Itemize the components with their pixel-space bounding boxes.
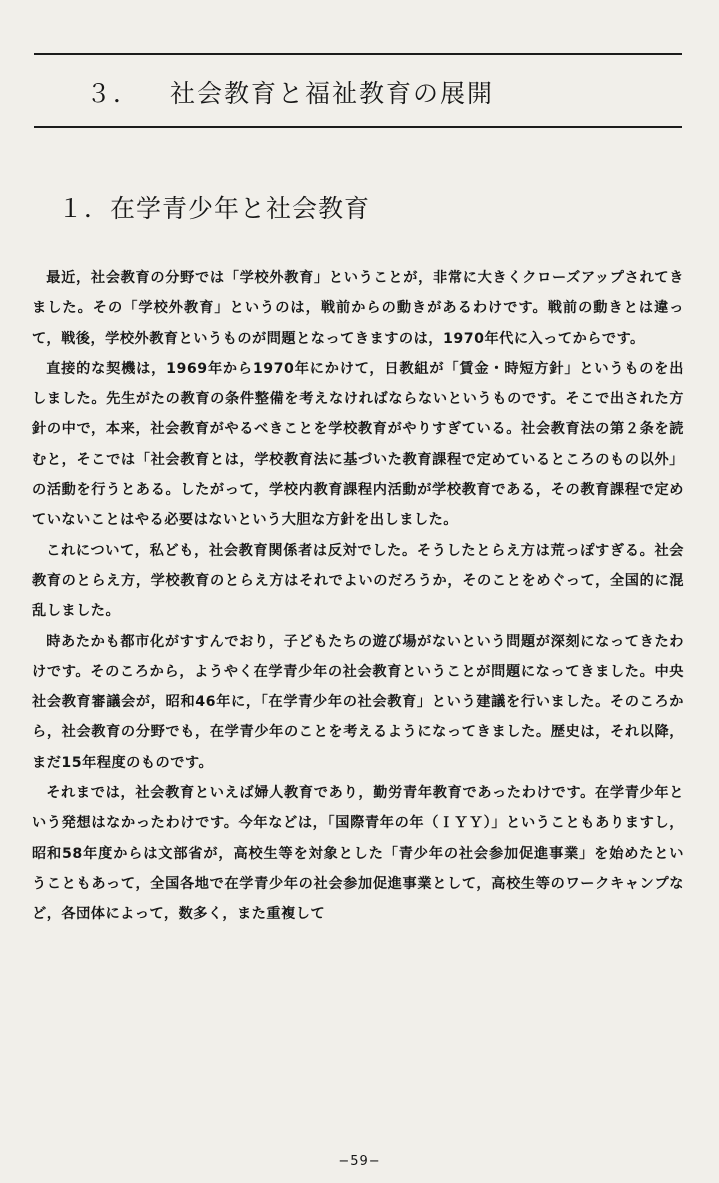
paragraph: 時あたかも都市化がすすんでおり，子どもたちの遊び場がないという問題が深刻になってきたわけです。そのころから，ようやく在学青少年の社会教育ということが問題になってきました。中央社会教育審議会が，昭和46年に，「在学青少年の社会教育」という建議を行いました。そのころから，社会教育の分野でも，在学青少年のことを考えるようになってきました。歴史は，それ以降，まだ15年程度のものです。	[32, 633, 684, 771]
paragraph: これについて，私ども，社会教育関係者は反対でした。そうしたとらえ方は荒っぽすぎる。社会教育のとらえ方，学校教育のとらえ方はそれでよいのだろうか，そのことをめぐって，全国的に混乱しました。	[32, 542, 684, 620]
section-number: ３．	[86, 79, 141, 108]
page-number: −59−	[338, 1154, 381, 1169]
body-text	[32, 263, 684, 930]
bottom-rule	[34, 126, 682, 128]
paragraph: 最近，社会教育の分野では「学校外教育」ということが，非常に大きくクローズアップされてきました。その「学校外教育」というのは，戦前からの動きがあるわけです。戦前の動きとは違って，戦後，学校外教育というものが問題となってきますのは，1970年代に入ってからです。	[32, 270, 684, 347]
top-rule	[34, 53, 682, 55]
paragraph: 直接的な契機は，1969年から1970年にかけて，日教組が「賃金・時短方針」というものを出しました。先生がたの教育の条件整備を考えなければならないというものです。そこで出された方針の中で，本来，社会教育がやるべきことを学校教育がやりすぎている。社会教育法の第２条を読むと，そこでは「社会教育とは，学校教育法に基づいた教育課程で定めているところのもの以外」の活動を行うとある。したがって，学校内教育課程内活動が学校教育である，その教育課程で定めていないことはやる必要はないという大胆な方針を出しました。	[32, 360, 684, 529]
paragraph: それまでは，社会教育といえば婦人教育であり，勤労青年教育であったわけです。在学青少年という発想はなかったわけです。今年などは，「国際青年の年（ＩＹＹ）」ということもありますし，昭和58年度からは文部省が，高校生等を対象とした「青少年の社会参加促進事業」を始めたということもあって，全国各地で在学青少年の社会参加促進事業として，高校生等のワークキャンプなど，各団体によって，数多く，また重複して	[32, 785, 684, 923]
section-title: 社会教育と福祉教育の展開	[170, 79, 495, 108]
section-heading	[86, 74, 494, 110]
subsection-heading: １．在学青少年と社会教育	[58, 194, 371, 223]
